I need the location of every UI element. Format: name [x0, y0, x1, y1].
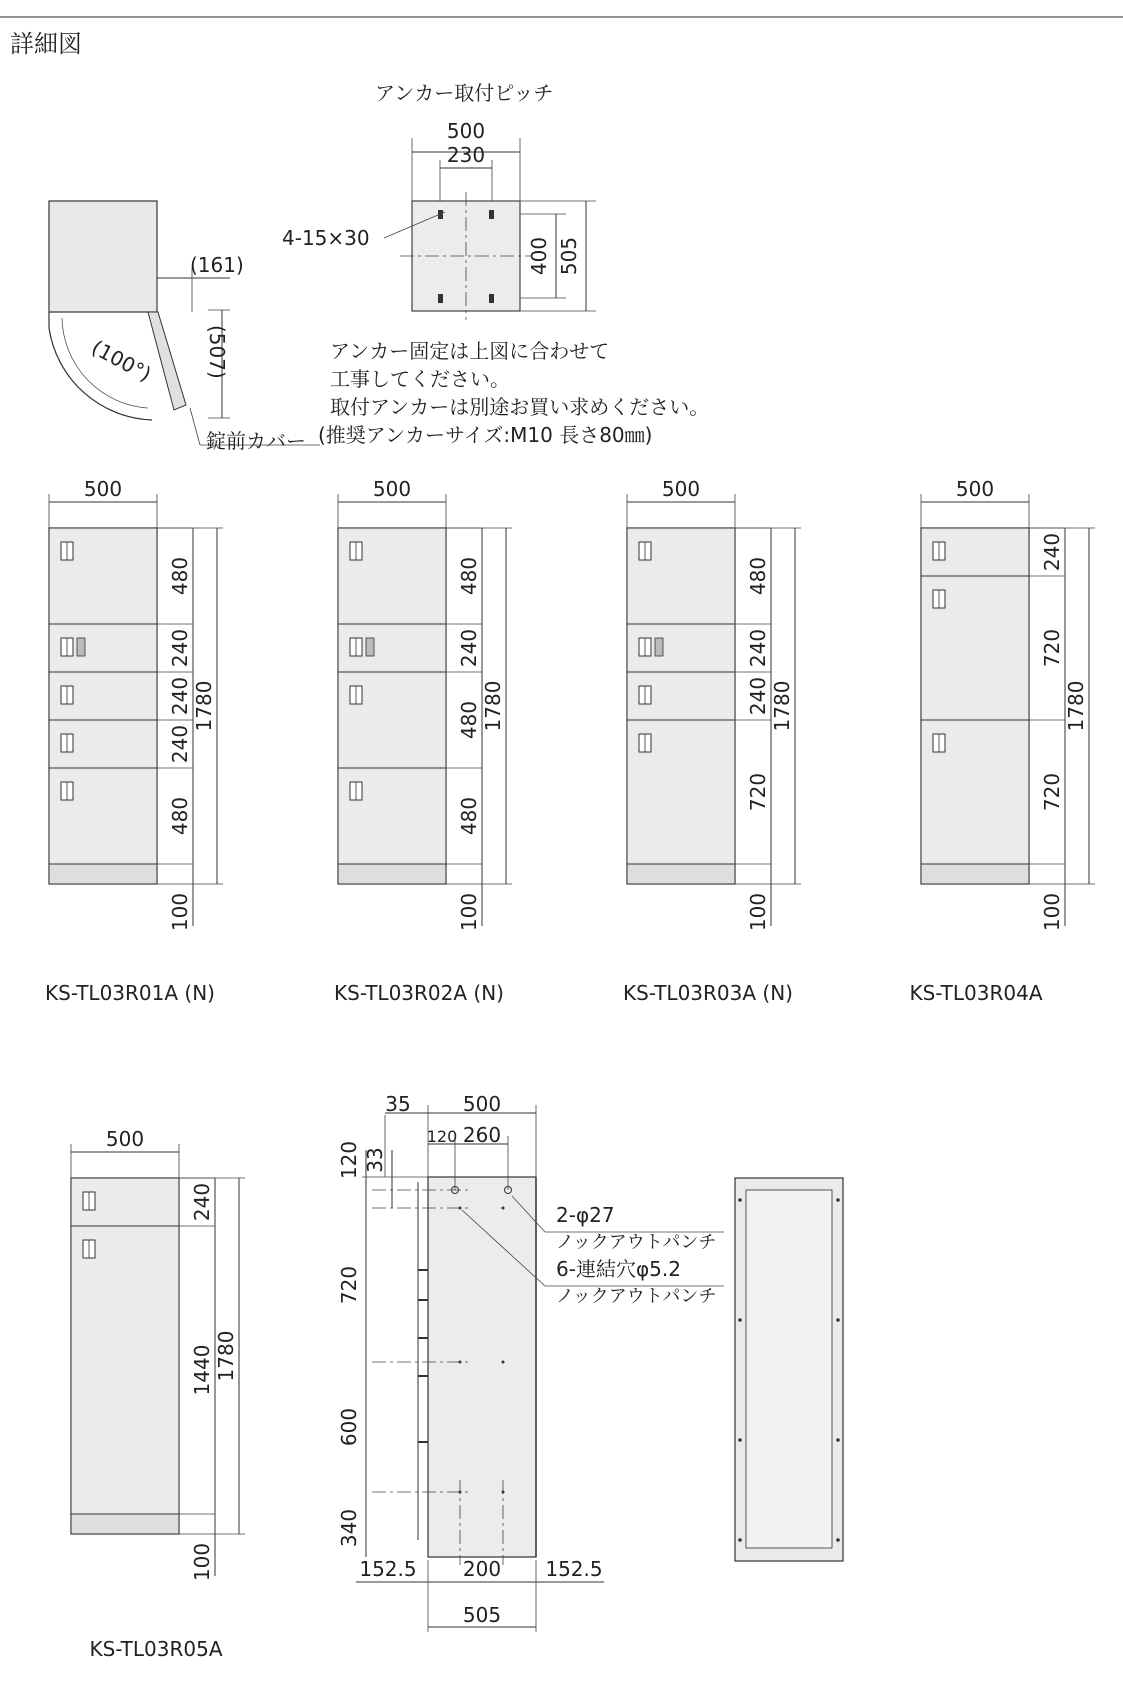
cabinet-base: [921, 864, 1029, 884]
anchor-h505: 505: [557, 236, 581, 276]
side-detail-view: [337, 1092, 724, 1632]
page-title: 詳細図: [10, 30, 82, 58]
knockout-27-label: 2-φ27: [556, 1203, 615, 1227]
connect-hole-label: 6-連結穴φ5.2: [556, 1257, 681, 1281]
dim-340-left: 340: [337, 1508, 361, 1548]
dim-505-bottom: 505: [462, 1603, 502, 1627]
door-height-dim: 480: [457, 556, 481, 596]
total-height-dim: 1780: [770, 680, 794, 732]
door-height-dim: 240: [190, 1182, 214, 1222]
door-height-dim: 480: [457, 796, 481, 836]
anchor-w500: 500: [446, 119, 486, 143]
width-dim: 500: [955, 477, 995, 501]
model-name: KS-TL03R04A: [909, 981, 1043, 1005]
dim-500-side: 500: [462, 1092, 502, 1116]
door-height-dim: 720: [1040, 628, 1064, 668]
dim-152-5-left: 152.5: [359, 1557, 417, 1581]
anchor-hole: [438, 294, 443, 303]
total-height-dim: 1780: [481, 680, 505, 732]
side-opening-view: [49, 201, 320, 453]
door-height-dim: 240: [457, 628, 481, 668]
anchor-w230: 230: [446, 143, 486, 167]
dim-600-left: 600: [337, 1407, 361, 1447]
total-height-dim: 1780: [214, 1330, 238, 1382]
door-height-dim: 720: [1040, 772, 1064, 812]
model-name: KS-TL03R01A (N): [45, 981, 215, 1005]
dim-200: 200: [462, 1557, 502, 1581]
door-height-dim: 480: [746, 556, 770, 596]
door-height-dim: 240: [746, 676, 770, 716]
model-name: KS-TL03R02A (N): [334, 981, 504, 1005]
anchor-title: アンカー取付ピッチ: [375, 81, 554, 105]
door-height-dim: 720: [746, 772, 770, 812]
anchor-note-4: (推奨アンカーサイズ:M10 長さ80㎜): [318, 423, 653, 447]
knockout-27-sub: ノックアウトパンチ: [556, 1232, 717, 1253]
opened-door: [148, 312, 186, 410]
anchor-note-1: アンカー固定は上図に合わせて: [330, 339, 610, 363]
door-height-dim: 240: [168, 628, 192, 668]
total-height-dim: 1780: [1064, 680, 1088, 732]
base-height-dim: 100: [190, 1542, 214, 1582]
lock-cover-label: 錠前カバー: [206, 429, 306, 453]
model-name: KS-TL03R03A (N): [623, 981, 793, 1005]
anchor-pitch-diagram: [282, 81, 709, 447]
cabinet-base: [627, 864, 735, 884]
dim-120-left: 120: [337, 1140, 361, 1180]
cabinet-base: [71, 1514, 179, 1534]
door-height-dim: 240: [168, 676, 192, 716]
dim-720-left: 720: [337, 1265, 361, 1305]
dim-35: 35: [385, 1092, 411, 1116]
intercom-panel: [366, 638, 374, 656]
side-cabinet-top: [49, 201, 157, 312]
anchor-note-3: 取付アンカーは別途お買い求めください。: [330, 395, 710, 419]
anchor-hole: [489, 294, 494, 303]
total-height-dim: 1780: [192, 680, 216, 732]
cabinet-base: [49, 864, 157, 884]
side-panel: [428, 1177, 536, 1557]
intercom-panel: [77, 638, 85, 656]
cabinet-base: [338, 864, 446, 884]
base-height-dim: 100: [168, 892, 192, 932]
door-height-dim: 1440: [190, 1344, 214, 1396]
intercom-panel: [655, 638, 663, 656]
width-dim: 500: [661, 477, 701, 501]
angle-label: (100°): [87, 335, 156, 387]
model-name: KS-TL03R05A: [89, 1637, 223, 1661]
dim-33: 33: [363, 1147, 387, 1173]
dim-260: 260: [462, 1123, 502, 1147]
back-inner-panel: [746, 1190, 832, 1548]
hole-label: 4-15×30: [282, 226, 370, 250]
width-dim: 500: [105, 1127, 145, 1151]
base-height-dim: 100: [1040, 892, 1064, 932]
width-dim: 500: [83, 477, 123, 501]
anchor-h400: 400: [527, 236, 551, 276]
door-height-dim: 480: [168, 796, 192, 836]
door-height-dim: 240: [168, 724, 192, 764]
dim-152-5-right: 152.5: [545, 1557, 603, 1581]
dim-161: (161): [190, 253, 244, 277]
anchor-note-2: 工事してください。: [330, 367, 510, 391]
door-height-dim: 480: [457, 700, 481, 740]
connect-hole-sub: ノックアウトパンチ: [556, 1286, 717, 1307]
front-views: [45, 477, 1095, 1661]
width-dim: 500: [372, 477, 412, 501]
dim-507: (507): [205, 325, 229, 379]
back-view: [735, 1178, 843, 1561]
locker-door: [71, 1226, 179, 1514]
door-height-dim: 480: [168, 556, 192, 596]
door-height-dim: 240: [1040, 532, 1064, 572]
dim-120-top: 120: [426, 1127, 458, 1146]
base-height-dim: 100: [746, 892, 770, 932]
door-height-dim: 240: [746, 628, 770, 668]
base-height-dim: 100: [457, 892, 481, 932]
anchor-hole: [489, 210, 494, 219]
